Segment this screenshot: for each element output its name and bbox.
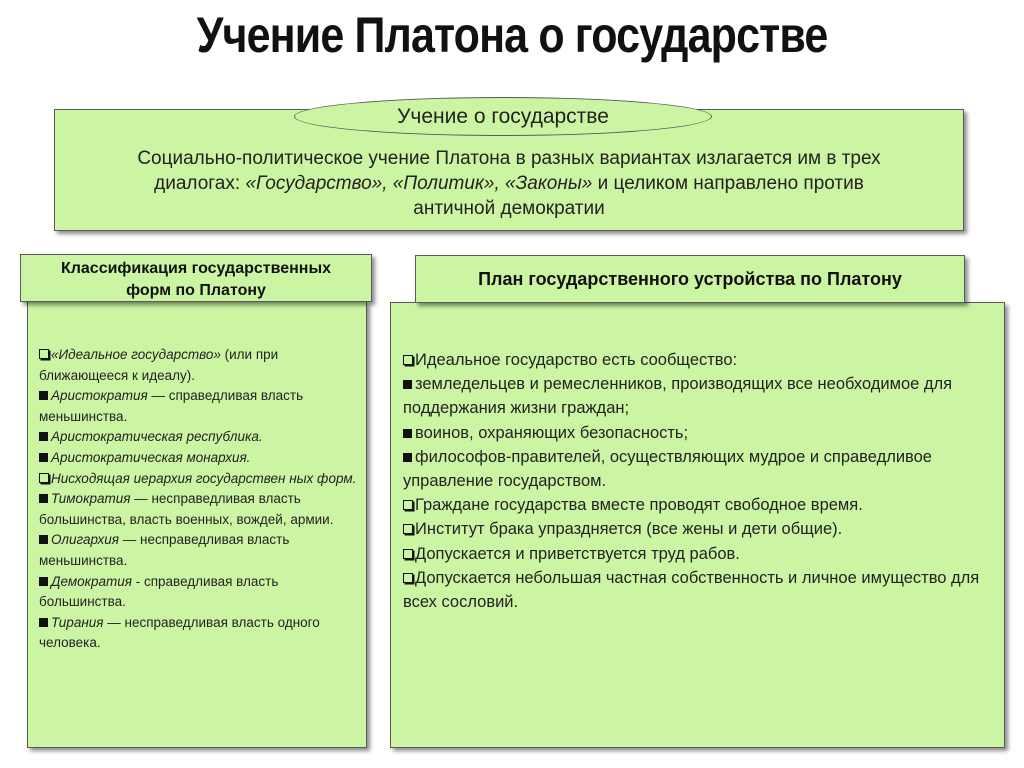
state-plan-panel <box>390 302 1005 748</box>
classification-item-term: Аристократия <box>51 388 148 404</box>
square-bullet-icon <box>39 391 48 400</box>
summary-line-2-suffix: и целиком направлено против <box>592 173 864 194</box>
square-bullet-icon <box>39 432 48 441</box>
classification-item <box>39 572 359 613</box>
state-plan-item-text: Институт брака упраздняется (все жены и дети общие). <box>415 520 843 539</box>
square-bullet-icon <box>39 494 48 503</box>
square-bullet-icon <box>39 535 48 544</box>
doctrine-summary-text <box>55 146 963 221</box>
classification-item <box>39 489 359 530</box>
state-plan-item <box>403 517 993 541</box>
classification-item-desc: — несправедливая власть меньшинства. <box>39 532 290 568</box>
summary-line-3: античной демократии <box>413 198 605 219</box>
doctrine-oval-label: Учение о государстве <box>294 97 712 136</box>
state-plan-item <box>403 566 993 614</box>
classification-item-desc: - справедливая власть большинства. <box>39 573 279 610</box>
classification-item-term: «Идеальное государство» <box>51 347 221 362</box>
classification-item-desc: — несправедливая власть большинства, власть военных, вождей, армии. <box>39 491 334 527</box>
classification-item <box>39 613 359 654</box>
summary-line-2 <box>55 171 963 196</box>
classification-item-term: Тирания <box>51 614 104 630</box>
classification-item <box>39 530 359 571</box>
state-plan-item-text: Идеальное государство есть сообщество: <box>415 351 738 369</box>
square-bullet-icon <box>403 380 412 389</box>
classification-list <box>39 345 359 654</box>
state-plan-item <box>403 493 993 517</box>
state-plan-item-text: земледельцев и ремесленников, производящих все необходимое для поддержания жизни граждан; <box>403 375 953 418</box>
state-plan-item <box>403 372 993 420</box>
classification-item <box>39 469 359 490</box>
checkbox-bullet-icon <box>39 349 49 359</box>
checkbox-bullet-icon <box>403 524 413 534</box>
state-plan-item <box>403 421 993 445</box>
state-plan-header: План государственного устройства по Платону <box>415 255 965 303</box>
classification-item <box>39 386 359 427</box>
state-plan-item-text: воинов, охраняющих безопасность; <box>415 423 689 442</box>
state-plan-item <box>403 445 993 493</box>
classification-header-line-2: форм по Платону <box>126 282 266 299</box>
page-title: Учение Платона о государстве <box>196 7 828 63</box>
state-plan-item-text: Граждане государства вместе проводят свободное время. <box>415 496 863 515</box>
summary-line-1: Социально-политическое учение Платона в разных вариантах излагается им в трех <box>137 148 881 169</box>
square-bullet-icon <box>39 618 48 627</box>
summary-line-2-prefix: диалогах: <box>154 173 246 194</box>
classification-item-desc: — несправедливая власть одного человека. <box>39 614 320 651</box>
classification-item-term: Аристократическая республика. <box>51 429 263 445</box>
classification-item-term: Нисходящая иерархия государствен ных форм. <box>51 470 357 486</box>
square-bullet-icon <box>39 453 48 462</box>
checkbox-bullet-icon <box>403 549 413 559</box>
classification-item-term: Олигархия <box>51 532 120 548</box>
classification-header <box>20 254 372 302</box>
state-plan-item-text: Допускается небольшая частная собственность и личное имущество для всех сословий. <box>403 568 980 612</box>
state-plan-item-text: Допускается и приветствуется труд рабов. <box>415 544 740 563</box>
classification-panel <box>27 301 367 748</box>
square-bullet-icon <box>39 577 48 586</box>
state-plan-list <box>403 348 993 614</box>
checkbox-bullet-icon <box>403 355 413 365</box>
classification-item <box>39 448 359 469</box>
classification-header-line-1: Классификация государственных <box>60 260 332 277</box>
checkbox-bullet-icon <box>39 473 49 483</box>
checkbox-bullet-icon <box>403 500 413 510</box>
state-plan-item <box>403 542 993 566</box>
classification-item <box>39 427 359 448</box>
checkbox-bullet-icon <box>403 573 413 583</box>
state-plan-item <box>403 348 993 372</box>
classification-item-desc: — справедливая власть меньшинства. <box>39 388 304 424</box>
state-plan-item-text: философов-правителей, осуществляющих мудрое и справедливое управление государством. <box>403 447 932 491</box>
classification-item-desc: (или при ближающееся к идеалу). <box>39 347 279 383</box>
classification-item-term: Аристократическая монархия. <box>51 449 251 465</box>
square-bullet-icon <box>403 429 412 438</box>
classification-item-term: Тимократия <box>51 491 131 507</box>
classification-item-term: Демократия <box>51 573 132 589</box>
square-bullet-icon <box>403 453 412 462</box>
dialogues-titles: «Государство», «Политик», «Законы» <box>245 173 593 194</box>
classification-item <box>39 345 359 386</box>
